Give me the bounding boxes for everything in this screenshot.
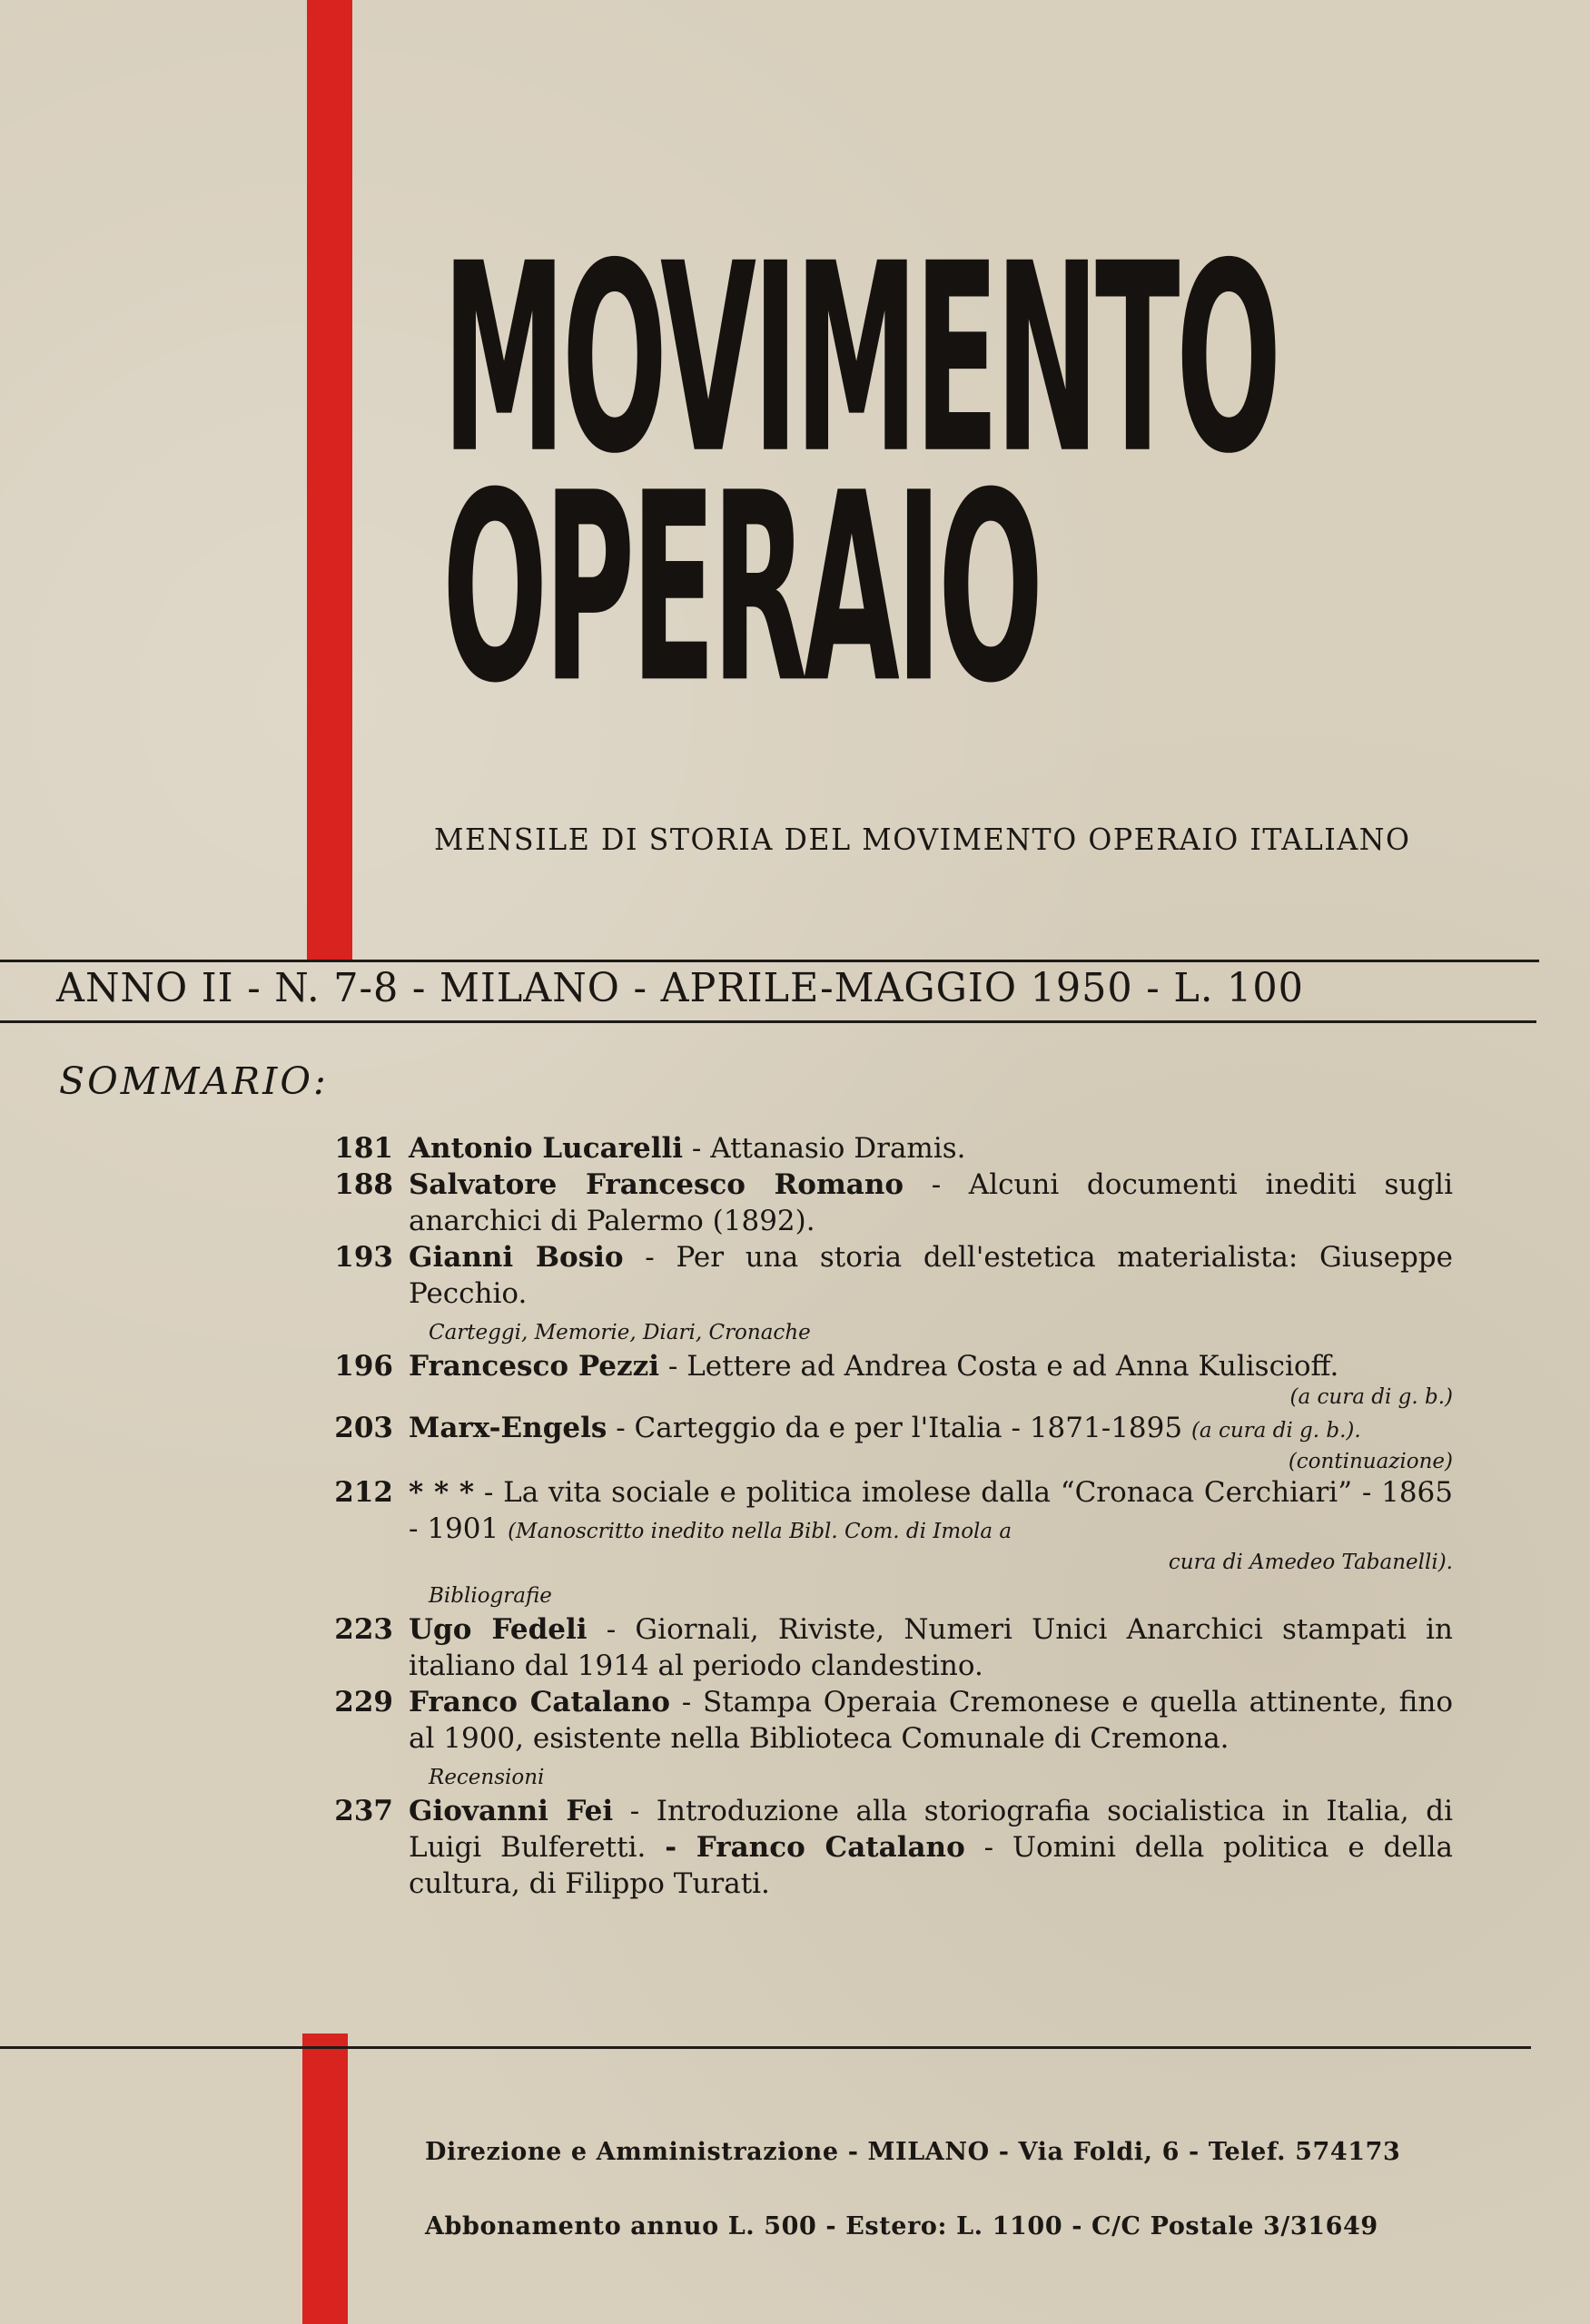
masthead-subtitle: MENSILE DI STORIA DEL MOVIMENTO OPERAIO ITALIANO (434, 822, 1411, 857)
toc-page-number: 229 (334, 1686, 393, 1718)
toc-entry-text (409, 1239, 1453, 1312)
toc-author: * * * (409, 1476, 475, 1509)
toc-entry-text (409, 1793, 1453, 1902)
red-vertical-bar-bottom (302, 2034, 348, 2324)
toc-page-number: 196 (334, 1350, 393, 1383)
issue-line: ANNO II - N. 7-8 - MILANO - APRILE-MAGGIO 1950 - L. 100 (56, 965, 1304, 1011)
toc-editor-note-inline: (Manoscritto inedito nella Bibl. Com. di Imola a (508, 1520, 1012, 1543)
table-of-contents (322, 1130, 1453, 1902)
section-label-bibliografie: Bibliografie (429, 1584, 552, 1608)
toc-title: - Giornali, Riviste, Numeri Unici Anarchici stampati in italiano dal 1914 al periodo clandestino. (409, 1613, 1454, 1682)
toc-title: - Carteggio da e per l'Italia - 1871-1895 (607, 1412, 1191, 1444)
toc-author: Franco Catalano (409, 1686, 670, 1718)
toc-page-number: 237 (334, 1795, 393, 1827)
title-line-1: MOVIMENTO (442, 207, 1278, 511)
rule-above-issue-line (0, 960, 1539, 962)
toc-page-number: 193 (334, 1241, 393, 1274)
footer-address-line: Direzione e Amministrazione - MILANO - Via Foldi, 6 - Telef. 574173 (425, 2138, 1401, 2166)
toc-entry (322, 1239, 1453, 1312)
rule-below-issue-line (0, 1020, 1536, 1023)
toc-entry (322, 1793, 1453, 1902)
toc-entry-text (409, 1684, 1453, 1757)
toc-title-2: - Uomini della politica e della cultura, di Filippo Turati. (409, 1831, 1454, 1900)
toc-author-2: - Franco Catalano (665, 1831, 965, 1864)
toc-entry-text (409, 1130, 1453, 1167)
toc-entry (322, 1130, 1453, 1167)
sommario-heading: SOMMARIO: (59, 1059, 329, 1103)
toc-entry-text (409, 1410, 1453, 1474)
red-vertical-bar-top (307, 0, 352, 962)
toc-entry-text (409, 1167, 1453, 1239)
section-label-recensioni: Recensioni (429, 1766, 545, 1789)
rule-above-footer (0, 2046, 1531, 2049)
title-line-2: OPERAIO (442, 436, 1040, 741)
toc-entry (322, 1348, 1453, 1410)
toc-entry (322, 1410, 1453, 1474)
footer-subscription-line: Abbonamento annuo L. 500 - Estero: L. 1100 - C/C Postale 3/31649 (425, 2212, 1378, 2240)
toc-editor-note: (a cura di g. b.) (1289, 1385, 1453, 1409)
toc-entry-text (409, 1348, 1453, 1410)
toc-author: Francesco Pezzi (409, 1350, 660, 1383)
toc-entry (322, 1474, 1453, 1575)
toc-page-number: 181 (334, 1132, 393, 1165)
section-label-carteggi: Carteggi, Memorie, Diari, Cronache (429, 1321, 811, 1344)
toc-title: - Introduzione alla storiografia socialistica in Italia, di Luigi Bulferetti. (409, 1795, 1453, 1864)
toc-author: Salvatore Francesco Romano (409, 1168, 904, 1201)
toc-author: Marx-Engels (409, 1412, 607, 1444)
toc-page-number: 212 (334, 1476, 393, 1509)
masthead-title (442, 207, 1278, 741)
toc-entry-text (409, 1474, 1453, 1575)
toc-author: Antonio Lucarelli (409, 1132, 684, 1165)
toc-author: Giovanni Fei (409, 1795, 614, 1827)
toc-entry (322, 1684, 1453, 1757)
toc-title: - Lettere ad Andrea Costa e ad Anna Kuliscioff. (659, 1350, 1339, 1383)
toc-title: - Attanasio Dramis. (683, 1132, 966, 1165)
toc-title: - Alcuni documenti inediti sugli anarchici di Palermo (1892). (409, 1168, 1453, 1237)
toc-title: - La vita sociale e politica imolese dalla “Cronaca Cerchiari” - 1865 - 1901 (409, 1476, 1453, 1545)
toc-entry (322, 1167, 1453, 1239)
toc-page-number: 188 (334, 1168, 393, 1201)
toc-editor-note: cura di Amedeo Tabanelli). (1168, 1551, 1453, 1574)
toc-editor-note-inline: (a cura di g. b.). (1190, 1419, 1361, 1443)
toc-title: - Per una storia dell'estetica materialista: Giuseppe Pecchio. (409, 1241, 1453, 1310)
toc-title: - Stampa Operaia Cremonese e quella attinente, fino al 1900, esistente nella Biblioteca Comunale di Cremona. (409, 1686, 1453, 1755)
toc-author: Gianni Bosio (409, 1241, 624, 1274)
toc-page-number: 223 (334, 1613, 393, 1646)
toc-entry (322, 1611, 1453, 1684)
toc-continuation-note: (continuazione) (1288, 1450, 1453, 1473)
toc-author: Ugo Fedeli (409, 1613, 588, 1646)
toc-entry-text (409, 1611, 1453, 1684)
toc-page-number: 203 (334, 1412, 393, 1444)
